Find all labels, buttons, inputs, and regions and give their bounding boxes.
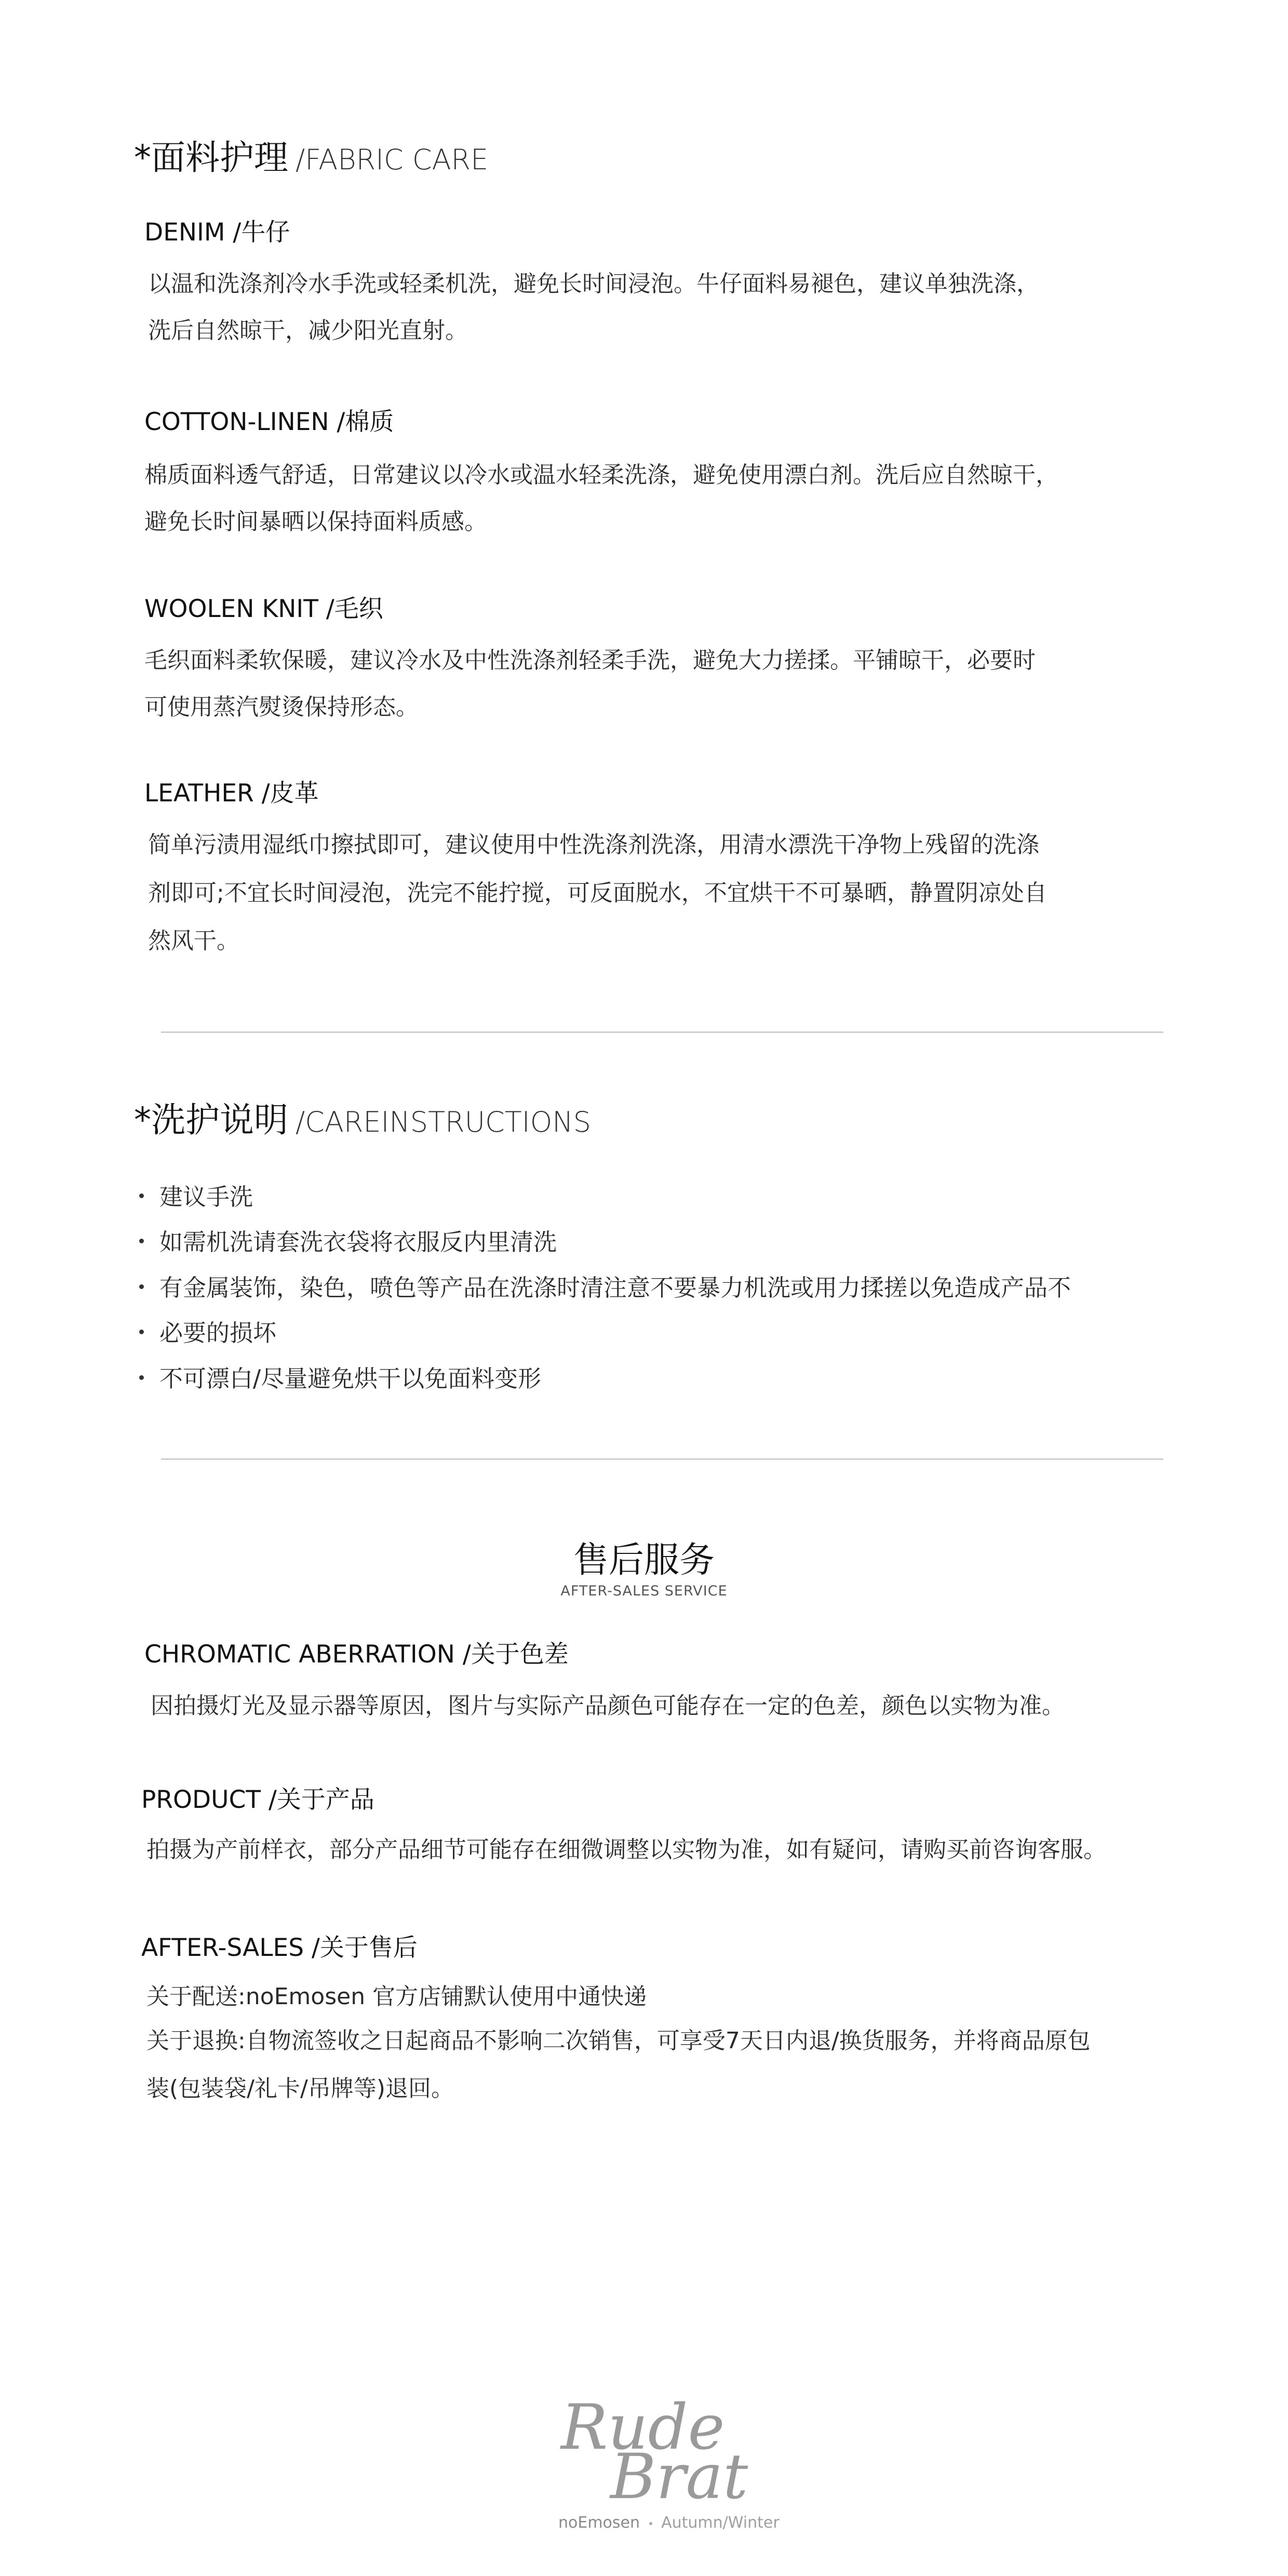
woolen-knit-line-2: 可使用蒸汽熨烫保持形态。	[144, 694, 419, 720]
after-sales-title: 售后服务	[573, 1540, 715, 1581]
product-line-1: 拍摄为产前样衣，部分产品细节可能存在细微调整以实物为准，如有疑问，请购买前咨询客服。	[146, 1836, 1106, 1863]
after-sales-line-2: 关于退换:自物流签收之日起商品不影响二次销售，可享受7天日内退/换货服务，并将商品原包	[146, 2028, 1091, 2054]
leather-line-1: 简单污渍用湿纸巾擦拭即可，建议使用中性洗涤剂洗涤，用清水漂洗干净物上残留的洗涤	[148, 831, 1039, 858]
footer-brand-line	[558, 2514, 780, 2532]
care-instructions-title-en: /CAREINSTRUCTIONS	[296, 1106, 591, 1138]
footer-separator-dot	[649, 2522, 652, 2525]
care-instructions-title-cn: *洗护说明	[134, 1100, 288, 1140]
logo-script-line-1: Rude	[561, 2392, 725, 2464]
fabric-care-title-cn: *面料护理	[134, 138, 288, 178]
footer-brand: noEmosen	[558, 2514, 640, 2532]
cotton-linen-line-2: 避免长时间暴晒以保持面料质感。	[144, 508, 487, 535]
after-sales-heading: AFTER-SALES /关于售后	[141, 1934, 418, 1962]
woolen-knit-heading: WOOLEN KNIT /毛织	[144, 595, 383, 623]
care-instructions-title	[134, 1092, 591, 1142]
care-bullet-4: 必要的损坏	[139, 1314, 276, 1348]
bullet-dot	[139, 1375, 144, 1380]
denim-line-2: 洗后自然晾干，减少阳光直射。	[148, 317, 468, 344]
footer-season: Autumn/Winter	[661, 2514, 780, 2532]
denim-heading: DENIM /牛仔	[144, 218, 290, 247]
after-sales-line-3: 装(包装袋/礼卡/吊牌等)退回。	[146, 2075, 454, 2102]
cotton-linen-heading: COTTON-LINEN /棉质	[144, 408, 394, 436]
divider-1	[161, 1031, 1163, 1033]
chromatic-line-1: 因拍摄灯光及显示器等原因，图片与实际产品颜色可能存在一定的色差，颜色以实物为准。	[151, 1693, 1065, 1719]
bullet-dot	[139, 1193, 144, 1198]
bullet-dot	[139, 1330, 144, 1334]
denim-line-1: 以温和洗涤剂冷水手洗或轻柔机洗，避免长时间浸泡。牛仔面料易褪色，建议单独洗涤，	[148, 271, 1039, 297]
after-sales-subtitle: AFTER-SALES SERVICE	[560, 1583, 728, 1599]
leather-line-3: 然风干。	[148, 928, 239, 954]
after-sales-line-1: 关于配送:noEmosen 官方店铺默认使用中通快递	[146, 1983, 647, 2010]
chromatic-heading: CHROMATIC ABERRATION /关于色差	[144, 1640, 569, 1669]
leather-line-2: 剂即可;不宜长时间浸泡，洗完不能拧搅，可反面脱水，不宜烘干不可暴晒，静置阴凉处自	[148, 880, 1047, 906]
woolen-knit-line-1: 毛织面料柔软保暖，建议冷水及中性洗涤剂轻柔手洗，避免大力搓揉。平铺晾干，必要时	[144, 647, 1036, 674]
cotton-linen-line-1: 棉质面料透气舒适，日常建议以冷水或温水轻柔洗涤，避免使用漂白剂。洗后应自然晾干，	[144, 462, 1058, 488]
product-heading: PRODUCT /关于产品	[141, 1786, 374, 1814]
care-bullet-1: 建议手洗	[139, 1178, 253, 1212]
care-bullet-5: 不可漂白/尽量避免烘干以免面料变形	[139, 1360, 541, 1393]
fabric-care-title	[134, 130, 488, 179]
bullet-dot	[139, 1284, 144, 1289]
care-bullet-3: 有金属装饰，染色，喷色等产品在洗涤时清注意不要暴力机洗或用力揉搓以免造成产品不	[139, 1269, 1071, 1303]
logo-script-line-2: Brat	[610, 2441, 748, 2513]
divider-2	[161, 1458, 1163, 1460]
leather-heading: LEATHER /皮革	[144, 779, 319, 808]
care-bullet-2: 如需机洗请套洗衣袋将衣服反内里清洗	[139, 1223, 557, 1257]
bullet-dot	[139, 1239, 144, 1243]
fabric-care-title-en: /FABRIC CARE	[296, 143, 489, 176]
